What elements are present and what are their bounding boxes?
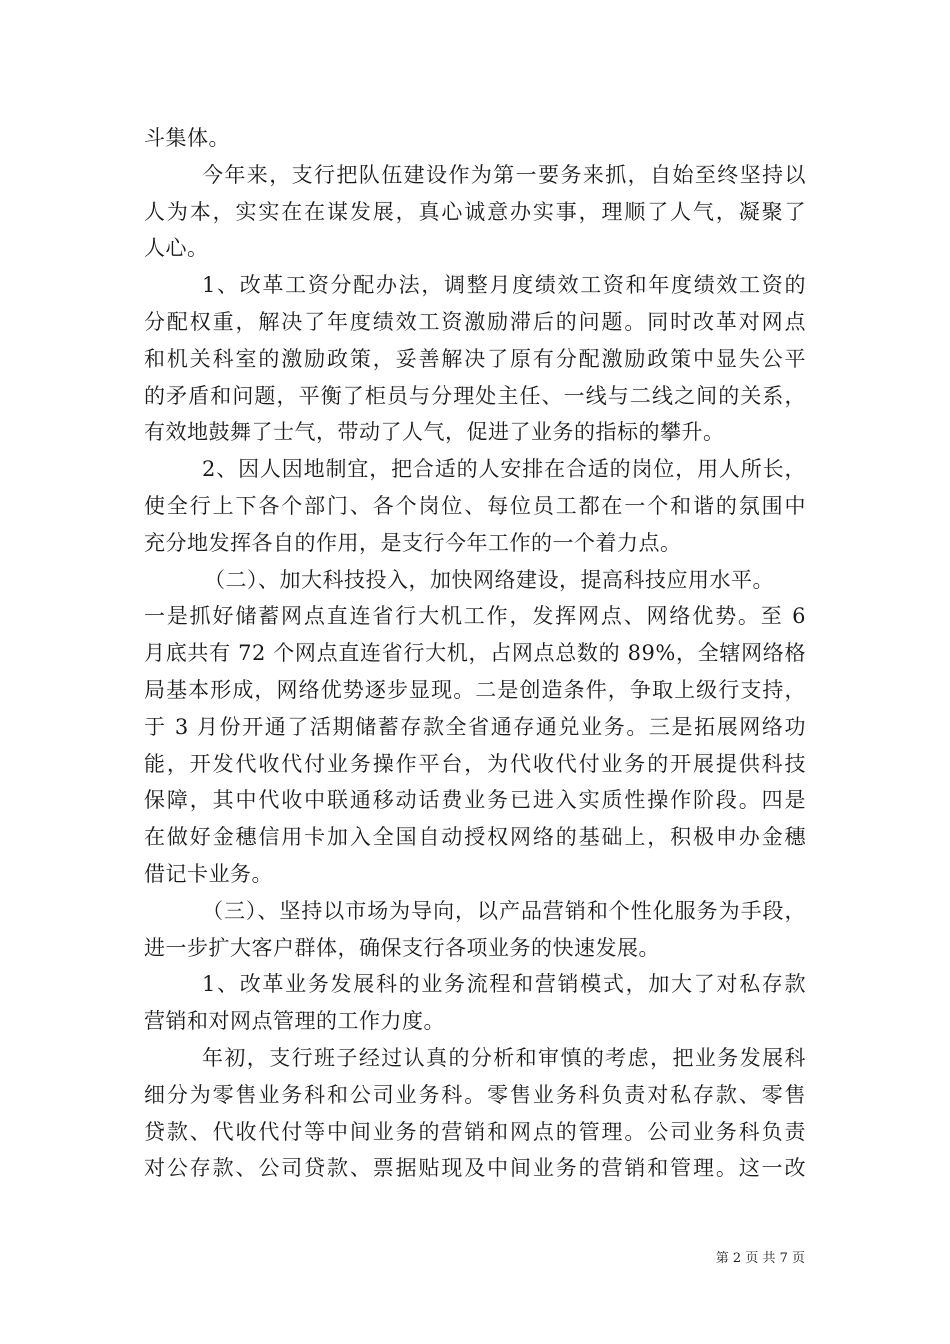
text-line: 充分地发挥各自的作用，是支行今年工作的一个着力点。 xyxy=(144,530,682,555)
text-line: 保障，其中代收中联通移动话费业务已进入实质性操作阶段。四是 xyxy=(144,788,806,813)
body-text xyxy=(144,120,806,1187)
text-line: 借记卡业务。 xyxy=(144,861,273,886)
text-line: 1、改革业务发展科的业务流程和营销模式，加大了对私存款 xyxy=(202,972,806,997)
text-line: 有效地鼓舞了士气，带动了人气，促进了业务的指标的攀升。 xyxy=(144,420,725,445)
text-line: 的矛盾和问题，平衡了柜员与分理处主任、一线与二线之间的关系， xyxy=(144,383,806,408)
text-line: 营销和对网点管理的工作力度。 xyxy=(144,1009,445,1034)
text-line: 进一步扩大客户群体，确保支行各项业务的快速发展。 xyxy=(144,935,660,960)
text-line: 在做好金穗信用卡加入全国自动授权网络的基础上，积极申办金穗 xyxy=(144,825,806,850)
section-heading: （二）、加大科技投入，加快网络建设，提高科技应用水平。 xyxy=(204,567,774,592)
text-line: 使全行上下各个部门、各个岗位、每位员工都在一个和谐的氛围中 xyxy=(144,493,806,518)
text-line: 人为本，实实在在谋发展，真心诚意办实事，理顺了人气，凝聚了 xyxy=(144,199,806,224)
text-line: 年初，支行班子经过认真的分析和审慎的考虑，把业务发展科 xyxy=(202,1045,806,1070)
text-line: 一是抓好储蓄网点直连省行大机工作，发挥网点、网络优势。至 6 xyxy=(144,604,806,629)
text-line: 贷款、代收代付等中间业务的营销和网点的管理。公司业务科负责 xyxy=(144,1119,806,1144)
text-line: 分配权重，解决了年度绩效工资激励滞后的问题。同时改革对网点 xyxy=(144,309,806,334)
text-line: 今年来，支行把队伍建设作为第一要务来抓，自始至终坚持以 xyxy=(202,162,806,187)
text-line: 1、改革工资分配办法，调整月度绩效工资和年度绩效工资的 xyxy=(202,273,806,298)
text-line: 2、因人因地制宜，把合适的人安排在合适的岗位，用人所长， xyxy=(202,457,806,482)
text-line: 细分为零售业务科和公司业务科。零售业务科负责对私存款、零售 xyxy=(144,1082,806,1107)
page-number-footer: 第 2 页 共 7 页 xyxy=(715,1251,805,1266)
text-line: 和机关科室的激励政策，妥善解决了原有分配激励政策中显失公平 xyxy=(144,346,806,371)
text-line: 于 3 月份开通了活期储蓄存款全省通存通兑业务。三是拓展网络功 xyxy=(144,714,806,739)
text-line: 斗集体。 xyxy=(144,126,230,150)
text-line: 能，开发代收代付业务操作平台，为代收代付业务的开展提供科技 xyxy=(144,751,806,776)
text-line: 局基本形成，网络优势逐步显现。二是创造条件，争取上级行支持， xyxy=(144,677,806,702)
text-line: 对公存款、公司贷款、票据贴现及中间业务的营销和管理。这一改 xyxy=(144,1156,806,1181)
text-line: 人心。 xyxy=(144,236,209,261)
section-heading: （三）、坚持以市场为导向，以产品营销和个性化服务为手段， xyxy=(202,898,806,923)
text-line: 月底共有 72 个网点直连省行大机，占网点总数的 89%，全辖网络格 xyxy=(144,641,806,666)
